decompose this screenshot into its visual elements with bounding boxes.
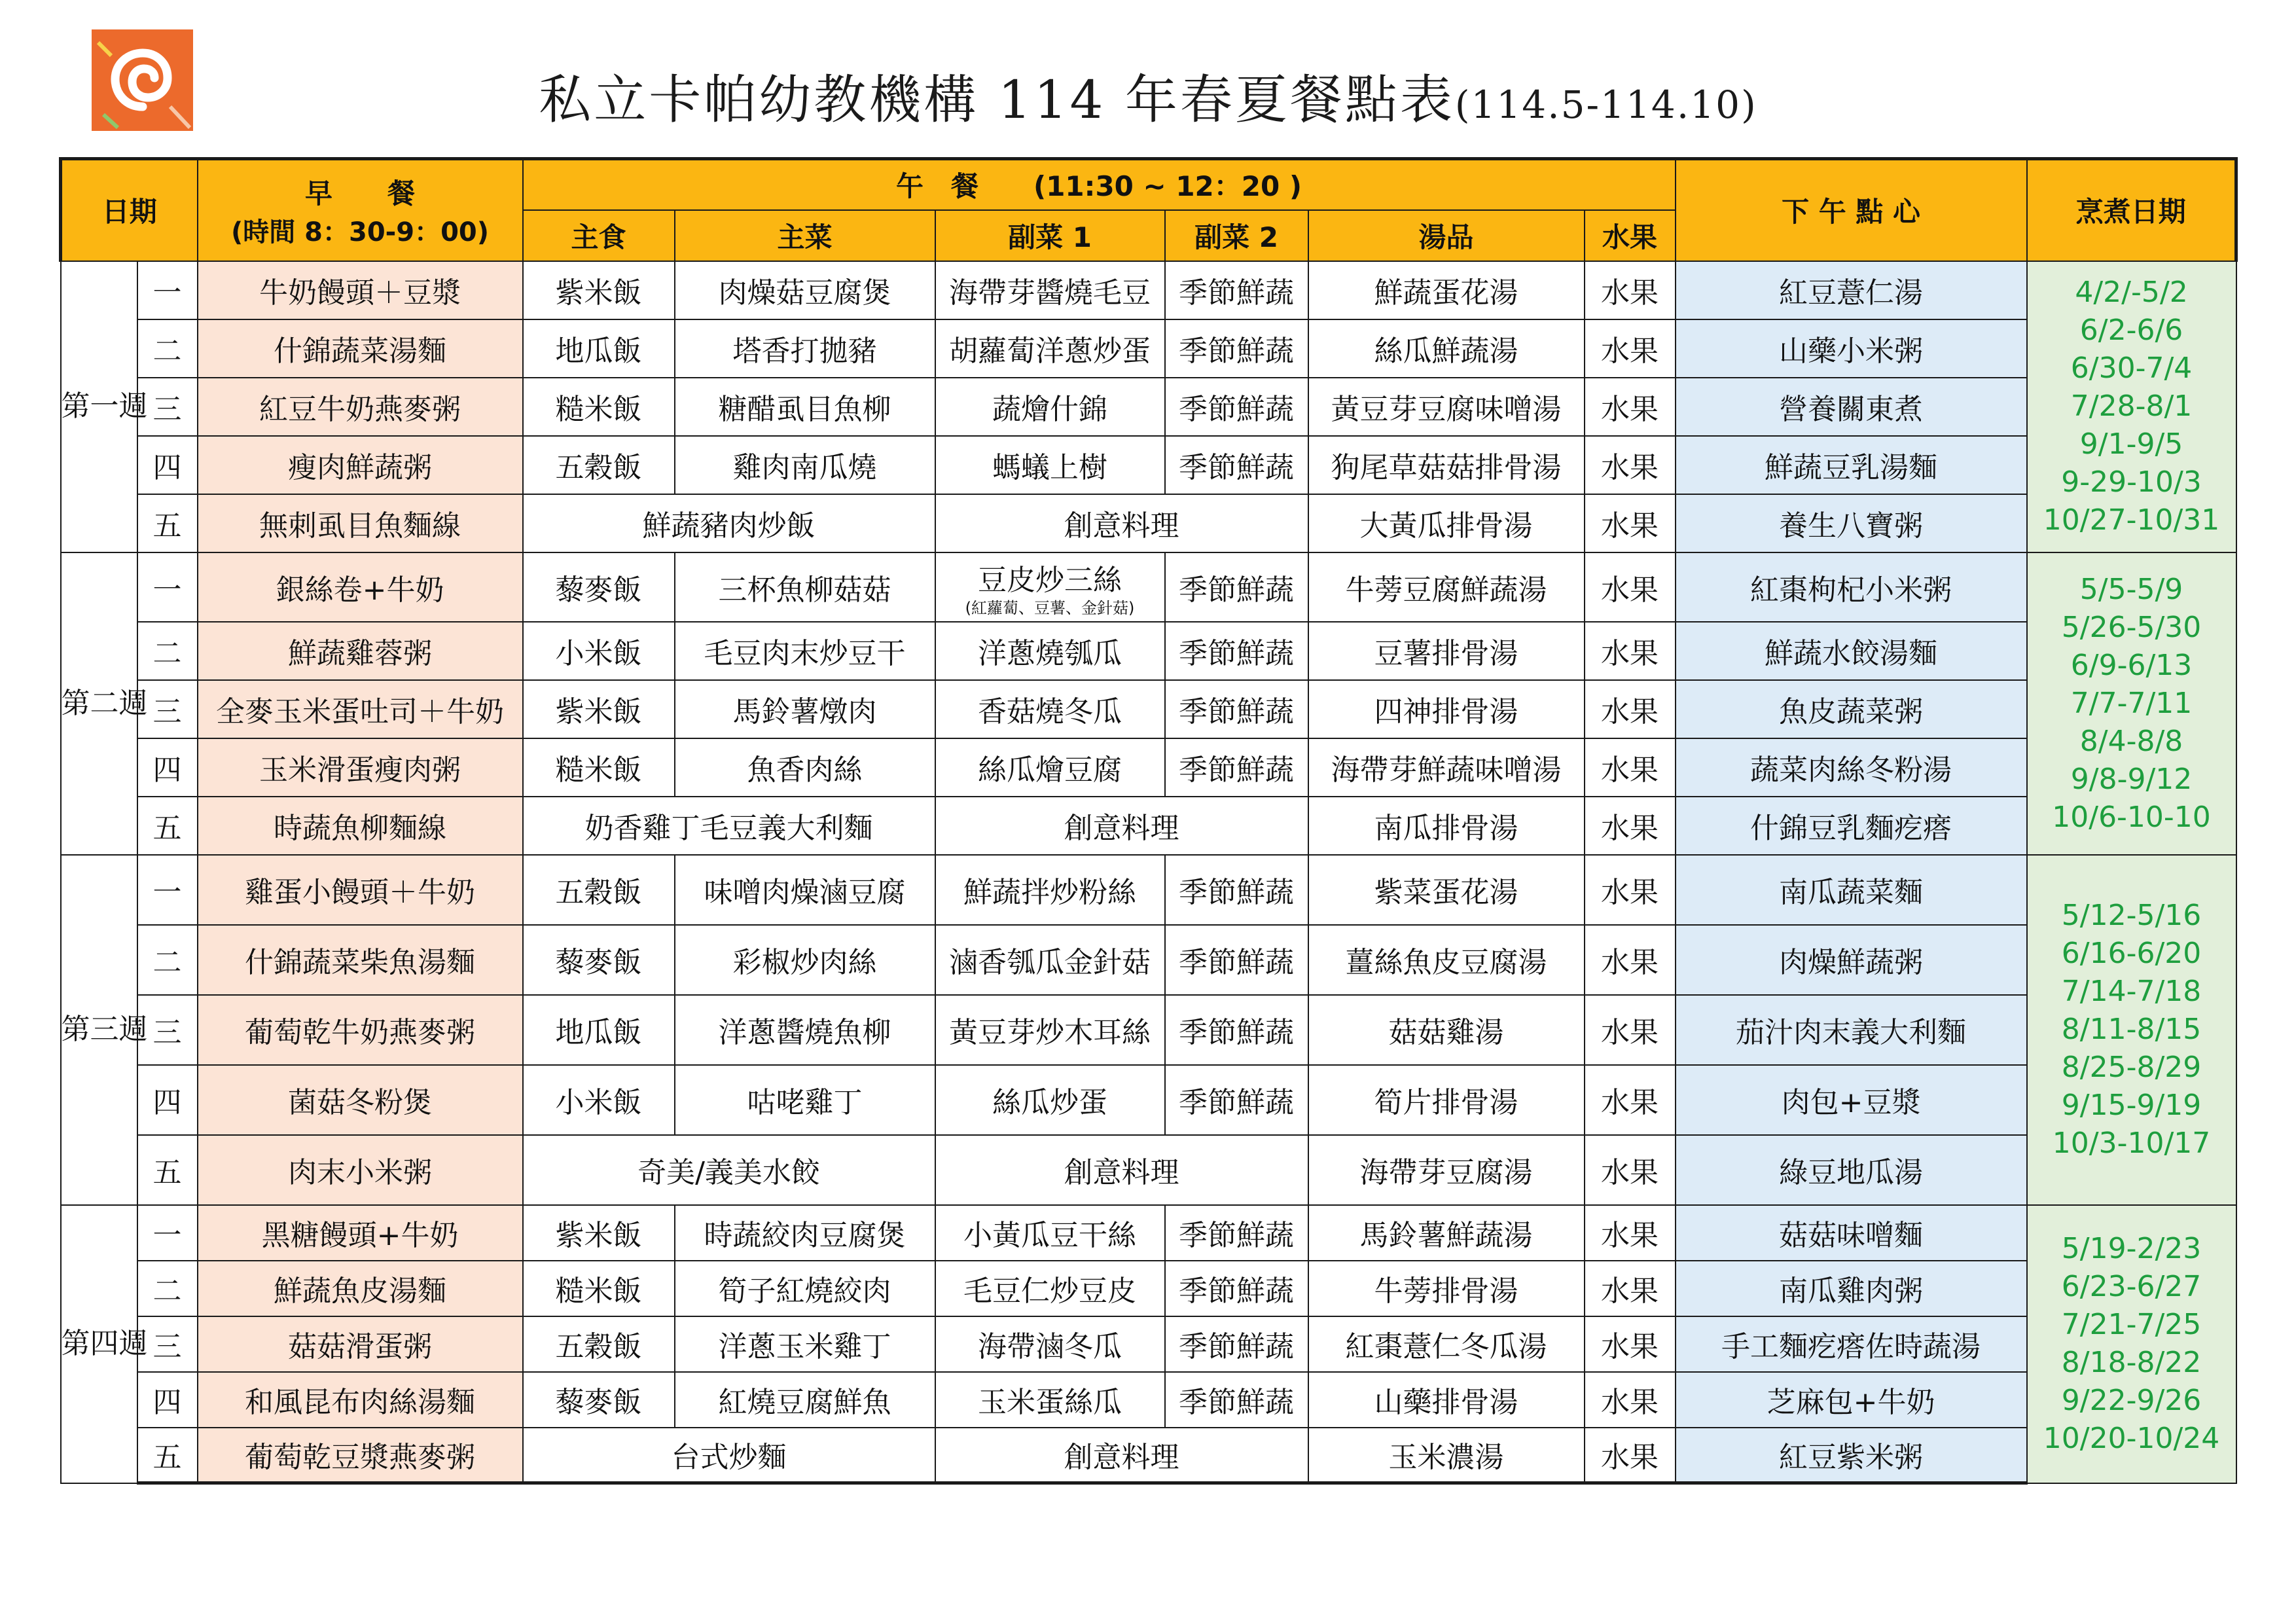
- weekday-cell: 一: [137, 855, 198, 925]
- breakfast-cell: 什錦蔬菜湯麵: [198, 319, 523, 378]
- weekday-cell: 四: [137, 436, 198, 494]
- fruit-cell: 水果: [1585, 1428, 1676, 1483]
- snack-cell: 營養關東煮: [1676, 378, 2027, 436]
- main-dish-cell: 毛豆肉末炒豆干: [675, 622, 935, 680]
- cook-date: 5/12-5/16: [2061, 899, 2202, 932]
- side1-cell: 玉米蛋絲瓜: [935, 1372, 1165, 1428]
- side2-cell: 季節鮮蔬: [1165, 1205, 1308, 1261]
- table-row: [61, 378, 2236, 436]
- cook-date: 10/20-10/24: [2043, 1422, 2220, 1455]
- fruit-cell: 水果: [1585, 1316, 1676, 1372]
- cook-date: 10/3-10/17: [2052, 1127, 2211, 1160]
- snack-cell: 手工麵疙瘩佐時蔬湯: [1676, 1316, 2027, 1372]
- side2-cell: 季節鮮蔬: [1165, 552, 1308, 622]
- main-dish-cell: 糖醋虱目魚柳: [675, 378, 935, 436]
- staple-cell: 地瓜飯: [523, 319, 675, 378]
- side1-cell: 絲瓜燴豆腐: [935, 738, 1165, 797]
- week-label: 第二週: [61, 552, 137, 855]
- snack-cell: 山藥小米粥: [1676, 319, 2027, 378]
- staple-cell: 地瓜飯: [523, 995, 675, 1065]
- soup-cell: 狗尾草菇菇排骨湯: [1308, 436, 1585, 494]
- side1-cell: 香菇燒冬瓜: [935, 680, 1165, 738]
- cook-date: 6/23-6/27: [2061, 1270, 2202, 1303]
- soup-cell: 海帶芽豆腐湯: [1308, 1135, 1585, 1205]
- col-side1: 副菜 1: [935, 210, 1165, 261]
- soup-cell: 絲瓜鮮蔬湯: [1308, 319, 1585, 378]
- weekday-cell: 三: [137, 995, 198, 1065]
- table-row: [61, 995, 2236, 1065]
- breakfast-cell: 和風昆布肉絲湯麵: [198, 1372, 523, 1428]
- cook-date: 7/7-7/11: [2070, 686, 2193, 720]
- cook-date: 9/15-9/19: [2061, 1089, 2202, 1122]
- breakfast-cell: 全麥玉米蛋吐司＋牛奶: [198, 680, 523, 738]
- side1-note: (紅蘿蔔、豆薯、金針菇): [965, 598, 1135, 617]
- side1-cell: 洋蔥燒瓠瓜: [935, 622, 1165, 680]
- weekday-cell: 二: [137, 622, 198, 680]
- table-row: [61, 925, 2236, 995]
- table-row: [61, 319, 2236, 378]
- col-soup: 湯品: [1308, 210, 1585, 261]
- snack-cell: 肉包+豆漿: [1676, 1065, 2027, 1135]
- cook-dates-cell: [2027, 261, 2236, 552]
- weekday-cell: 三: [137, 378, 198, 436]
- side2-cell: 季節鮮蔬: [1165, 622, 1308, 680]
- fruit-cell: 水果: [1585, 1065, 1676, 1135]
- breakfast-cell: 玉米滑蛋瘦肉粥: [198, 738, 523, 797]
- cook-date: 8/11-8/15: [2061, 1013, 2202, 1046]
- week-label: 第三週: [61, 855, 137, 1205]
- snack-cell: 養生八寶粥: [1676, 494, 2027, 552]
- breakfast-cell: 肉末小米粥: [198, 1135, 523, 1205]
- staple-cell: 糙米飯: [523, 738, 675, 797]
- staple-cell: 五穀飯: [523, 1316, 675, 1372]
- week-label: 第四週: [61, 1205, 137, 1483]
- side1-cell: 海帶滷冬瓜: [935, 1316, 1165, 1372]
- col-cook-dates: 烹煮日期: [2027, 159, 2236, 261]
- table-header: [61, 159, 2236, 261]
- snack-cell: 芝麻包+牛奶: [1676, 1372, 2027, 1428]
- side2-cell: 季節鮮蔬: [1165, 1372, 1308, 1428]
- combo-meal-cell: 台式炒麵: [523, 1428, 935, 1483]
- cook-dates-cell: [2027, 552, 2236, 855]
- cook-date: 10/6-10-10: [2052, 800, 2211, 834]
- breakfast-cell: 紅豆牛奶燕麥粥: [198, 378, 523, 436]
- cook-date: 7/21-7/25: [2061, 1308, 2202, 1341]
- creative-dish-cell: 創意料理: [935, 1428, 1308, 1483]
- cook-date: 8/18-8/22: [2061, 1346, 2202, 1379]
- col-lunch: 午 餐 (11:30 ~ 12：20 ): [523, 159, 1676, 210]
- col-side2: 副菜 2: [1165, 210, 1308, 261]
- snack-cell: 紅棗枸杞小米粥: [1676, 552, 2027, 622]
- cook-date: 7/14-7/18: [2061, 975, 2202, 1008]
- table-row: [61, 1316, 2236, 1372]
- main-dish-cell: 三杯魚柳菇菇: [675, 552, 935, 622]
- cook-date: 6/30-7/4: [2070, 352, 2193, 385]
- snack-cell: 紅豆紫米粥: [1676, 1428, 2027, 1483]
- snack-cell: 鮮蔬水餃湯麵: [1676, 622, 2027, 680]
- col-breakfast-label: 早 餐: [305, 177, 416, 209]
- fruit-cell: 水果: [1585, 552, 1676, 622]
- combo-meal-cell: 奶香雞丁毛豆義大利麵: [523, 797, 935, 855]
- side2-cell: 季節鮮蔬: [1165, 738, 1308, 797]
- soup-cell: 四神排骨湯: [1308, 680, 1585, 738]
- fruit-cell: 水果: [1585, 494, 1676, 552]
- fruit-cell: 水果: [1585, 995, 1676, 1065]
- fruit-cell: 水果: [1585, 1135, 1676, 1205]
- fruit-cell: 水果: [1585, 680, 1676, 738]
- table-row: [61, 622, 2236, 680]
- table-row: [61, 552, 2236, 622]
- side2-cell: 季節鮮蔬: [1165, 378, 1308, 436]
- table-row: [61, 494, 2236, 552]
- table-row: [61, 1428, 2236, 1483]
- side1-cell: 黃豆芽炒木耳絲: [935, 995, 1165, 1065]
- soup-cell: 牛蒡排骨湯: [1308, 1261, 1585, 1316]
- main-dish-cell: 彩椒炒肉絲: [675, 925, 935, 995]
- table-row: [61, 261, 2236, 319]
- soup-cell: 牛蒡豆腐鮮蔬湯: [1308, 552, 1585, 622]
- side2-cell: 季節鮮蔬: [1165, 1261, 1308, 1316]
- soup-cell: 豆薯排骨湯: [1308, 622, 1585, 680]
- soup-cell: 海帶芽鮮蔬味噌湯: [1308, 738, 1585, 797]
- cook-dates-cell: [2027, 855, 2236, 1205]
- snack-cell: 肉燥鮮蔬粥: [1676, 925, 2027, 995]
- side1-cell: 毛豆仁炒豆皮: [935, 1261, 1165, 1316]
- soup-cell: 紫菜蛋花湯: [1308, 855, 1585, 925]
- col-snack: 下 午 點 心: [1676, 159, 2027, 261]
- cook-date: 5/19-2/23: [2061, 1232, 2202, 1265]
- table-row: [61, 436, 2236, 494]
- staple-cell: 糙米飯: [523, 1261, 675, 1316]
- breakfast-cell: 葡萄乾豆漿燕麥粥: [198, 1428, 523, 1483]
- table-row: [61, 1372, 2236, 1428]
- week-label: 第一週: [61, 261, 137, 552]
- main-dish-cell: 馬鈴薯燉肉: [675, 680, 935, 738]
- main-dish-cell: 塔香打拋豬: [675, 319, 935, 378]
- snack-cell: 蔬菜肉絲冬粉湯: [1676, 738, 2027, 797]
- table-body: [61, 261, 2236, 1483]
- soup-cell: 馬鈴薯鮮蔬湯: [1308, 1205, 1585, 1261]
- staple-cell: 五穀飯: [523, 855, 675, 925]
- staple-cell: 糙米飯: [523, 378, 675, 436]
- breakfast-cell: 鮮蔬魚皮湯麵: [198, 1261, 523, 1316]
- table-row: [61, 855, 2236, 925]
- fruit-cell: 水果: [1585, 797, 1676, 855]
- snack-cell: 菇菇味噌麵: [1676, 1205, 2027, 1261]
- cook-dates-cell: [2027, 1205, 2236, 1483]
- breakfast-cell: 菇菇滑蛋粥: [198, 1316, 523, 1372]
- weekday-cell: 四: [137, 738, 198, 797]
- table-row: [61, 1065, 2236, 1135]
- title-range: (114.5-114.10): [1454, 82, 1757, 127]
- col-staple: 主食: [523, 210, 675, 261]
- soup-cell: 筍片排骨湯: [1308, 1065, 1585, 1135]
- snack-cell: 魚皮蔬菜粥: [1676, 680, 2027, 738]
- fruit-cell: 水果: [1585, 1261, 1676, 1316]
- weekday-cell: 五: [137, 494, 198, 552]
- creative-dish-cell: 創意料理: [935, 797, 1308, 855]
- side1-cell: 滷香瓠瓜金針菇: [935, 925, 1165, 995]
- breakfast-cell: 菌菇冬粉煲: [198, 1065, 523, 1135]
- breakfast-cell: 黑糖饅頭+牛奶: [198, 1205, 523, 1261]
- fruit-cell: 水果: [1585, 378, 1676, 436]
- side1-cell: 螞蟻上樹: [935, 436, 1165, 494]
- weekday-cell: 一: [137, 1205, 198, 1261]
- staple-cell: 五穀飯: [523, 436, 675, 494]
- side1-cell: [935, 552, 1165, 622]
- side2-cell: 季節鮮蔬: [1165, 1316, 1308, 1372]
- fruit-cell: 水果: [1585, 261, 1676, 319]
- side1-cell: 海帶芽醬燒毛豆: [935, 261, 1165, 319]
- soup-cell: 黃豆芽豆腐味噌湯: [1308, 378, 1585, 436]
- col-fruit: 水果: [1585, 210, 1676, 261]
- breakfast-cell: 牛奶饅頭＋豆漿: [198, 261, 523, 319]
- meal-table: [59, 157, 2238, 1485]
- cook-date: 7/28-8/1: [2070, 389, 2193, 423]
- weekday-cell: 三: [137, 1316, 198, 1372]
- table-row: [61, 1205, 2236, 1261]
- fruit-cell: 水果: [1585, 1372, 1676, 1428]
- col-breakfast-time: (時間 8：30-9：00): [230, 217, 490, 247]
- staple-cell: 紫米飯: [523, 261, 675, 319]
- snack-cell: 紅豆薏仁湯: [1676, 261, 2027, 319]
- breakfast-cell: 什錦蔬菜柴魚湯麵: [198, 925, 523, 995]
- col-breakfast: [198, 159, 523, 261]
- weekday-cell: 二: [137, 319, 198, 378]
- main-dish-cell: 洋蔥玉米雞丁: [675, 1316, 935, 1372]
- side1-label: 豆皮炒三絲: [978, 563, 1122, 597]
- breakfast-cell: 銀絲卷+牛奶: [198, 552, 523, 622]
- side2-cell: 季節鮮蔬: [1165, 319, 1308, 378]
- breakfast-cell: 雞蛋小饅頭＋牛奶: [198, 855, 523, 925]
- page-title: [0, 58, 2296, 133]
- breakfast-cell: 鮮蔬雞蓉粥: [198, 622, 523, 680]
- fruit-cell: 水果: [1585, 1205, 1676, 1261]
- combo-meal-cell: 奇美/義美水餃: [523, 1135, 935, 1205]
- snack-cell: 綠豆地瓜湯: [1676, 1135, 2027, 1205]
- soup-cell: 菇菇雞湯: [1308, 995, 1585, 1065]
- cook-date: 9/1-9/5: [2079, 427, 2183, 461]
- staple-cell: 紫米飯: [523, 680, 675, 738]
- side2-cell: 季節鮮蔬: [1165, 680, 1308, 738]
- side2-cell: 季節鮮蔬: [1165, 925, 1308, 995]
- breakfast-cell: 時蔬魚柳麵線: [198, 797, 523, 855]
- combo-meal-cell: 鮮蔬豬肉炒飯: [523, 494, 935, 552]
- table-row: [61, 1135, 2236, 1205]
- main-dish-cell: 味噌肉燥滷豆腐: [675, 855, 935, 925]
- side2-cell: 季節鮮蔬: [1165, 261, 1308, 319]
- snack-cell: 鮮蔬豆乳湯麵: [1676, 436, 2027, 494]
- cook-date: 9/8-9/12: [2070, 762, 2193, 796]
- cook-date: 10/27-10/31: [2043, 503, 2220, 537]
- col-main: 主菜: [675, 210, 935, 261]
- table-row: [61, 1261, 2236, 1316]
- cook-date: 6/2-6/6: [2079, 314, 2183, 347]
- weekday-cell: 五: [137, 1135, 198, 1205]
- soup-cell: 鮮蔬蛋花湯: [1308, 261, 1585, 319]
- table-row: [61, 797, 2236, 855]
- side2-cell: 季節鮮蔬: [1165, 1065, 1308, 1135]
- staple-cell: 藜麥飯: [523, 552, 675, 622]
- main-dish-cell: 雞肉南瓜燒: [675, 436, 935, 494]
- breakfast-cell: 瘦肉鮮蔬粥: [198, 436, 523, 494]
- fruit-cell: 水果: [1585, 738, 1676, 797]
- title-main: 私立卡帕幼教機構 114 年春夏餐點表: [539, 69, 1455, 130]
- side1-cell: 鮮蔬拌炒粉絲: [935, 855, 1165, 925]
- side2-cell: 季節鮮蔬: [1165, 855, 1308, 925]
- cook-date: 9/22-9/26: [2061, 1384, 2202, 1417]
- weekday-cell: 一: [137, 261, 198, 319]
- weekday-cell: 一: [137, 552, 198, 622]
- fruit-cell: 水果: [1585, 925, 1676, 995]
- weekday-cell: 四: [137, 1372, 198, 1428]
- soup-cell: 南瓜排骨湯: [1308, 797, 1585, 855]
- fruit-cell: 水果: [1585, 319, 1676, 378]
- breakfast-cell: 無刺虱目魚麵線: [198, 494, 523, 552]
- staple-cell: 紫米飯: [523, 1205, 675, 1261]
- staple-cell: 小米飯: [523, 622, 675, 680]
- fruit-cell: 水果: [1585, 436, 1676, 494]
- weekday-cell: 二: [137, 925, 198, 995]
- snack-cell: 南瓜蔬菜麵: [1676, 855, 2027, 925]
- cook-date: 8/25-8/29: [2061, 1051, 2202, 1084]
- cook-date: 9-29-10/3: [2061, 465, 2202, 499]
- main-dish-cell: 紅燒豆腐鮮魚: [675, 1372, 935, 1428]
- snack-cell: 什錦豆乳麵疙瘩: [1676, 797, 2027, 855]
- cook-date: 4/2/-5/2: [2075, 276, 2188, 309]
- staple-cell: 藜麥飯: [523, 1372, 675, 1428]
- weekday-cell: 四: [137, 1065, 198, 1135]
- side2-cell: 季節鮮蔬: [1165, 995, 1308, 1065]
- main-dish-cell: 洋蔥醬燒魚柳: [675, 995, 935, 1065]
- cook-date: 5/5-5/9: [2079, 572, 2183, 606]
- soup-cell: 山藥排骨湯: [1308, 1372, 1585, 1428]
- cook-date: 6/16-6/20: [2061, 937, 2202, 970]
- side1-cell: 絲瓜炒蛋: [935, 1065, 1165, 1135]
- side1-cell: 胡蘿蔔洋蔥炒蛋: [935, 319, 1165, 378]
- snack-cell: 南瓜雞肉粥: [1676, 1261, 2027, 1316]
- weekday-cell: 二: [137, 1261, 198, 1316]
- weekday-cell: 五: [137, 1428, 198, 1483]
- creative-dish-cell: 創意料理: [935, 494, 1308, 552]
- table-row: [61, 680, 2236, 738]
- fruit-cell: 水果: [1585, 622, 1676, 680]
- staple-cell: 小米飯: [523, 1065, 675, 1135]
- main-dish-cell: 筍子紅燒絞肉: [675, 1261, 935, 1316]
- side1-cell: 蔬燴什錦: [935, 378, 1165, 436]
- table-row: [61, 738, 2236, 797]
- soup-cell: 薑絲魚皮豆腐湯: [1308, 925, 1585, 995]
- col-date: 日期: [61, 159, 198, 261]
- snack-cell: 茄汁肉末義大利麵: [1676, 995, 2027, 1065]
- fruit-cell: 水果: [1585, 855, 1676, 925]
- staple-cell: 藜麥飯: [523, 925, 675, 995]
- cook-date: 8/4-8/8: [2079, 724, 2183, 758]
- weekday-cell: 五: [137, 797, 198, 855]
- breakfast-cell: 葡萄乾牛奶燕麥粥: [198, 995, 523, 1065]
- soup-cell: 玉米濃湯: [1308, 1428, 1585, 1483]
- side2-cell: 季節鮮蔬: [1165, 436, 1308, 494]
- soup-cell: 紅棗薏仁冬瓜湯: [1308, 1316, 1585, 1372]
- soup-cell: 大黃瓜排骨湯: [1308, 494, 1585, 552]
- side1-cell: 小黃瓜豆干絲: [935, 1205, 1165, 1261]
- main-dish-cell: 魚香肉絲: [675, 738, 935, 797]
- main-dish-cell: 咕咾雞丁: [675, 1065, 935, 1135]
- weekday-cell: 三: [137, 680, 198, 738]
- cook-date: 5/26-5/30: [2061, 610, 2202, 644]
- creative-dish-cell: 創意料理: [935, 1135, 1308, 1205]
- main-dish-cell: 時蔬絞肉豆腐煲: [675, 1205, 935, 1261]
- cook-date: 6/9-6/13: [2070, 648, 2193, 682]
- main-dish-cell: 肉燥菇豆腐煲: [675, 261, 935, 319]
